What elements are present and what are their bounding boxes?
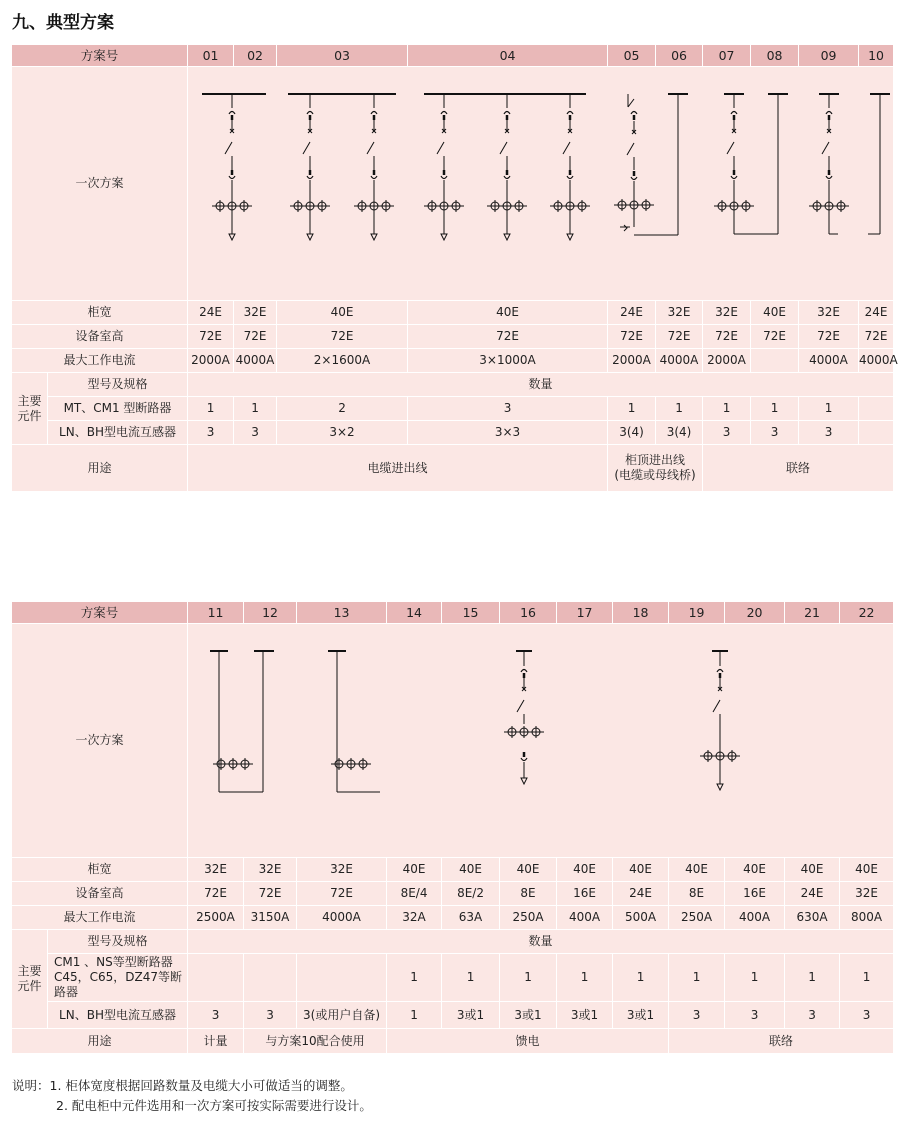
plug-contact-icon <box>504 176 510 179</box>
label-height: 设备室高 <box>12 325 188 349</box>
width-value: 32E <box>297 858 387 882</box>
cable-outlet-icon <box>504 234 510 240</box>
height-value: 72E <box>799 325 859 349</box>
breaker-qty: 1 <box>442 954 500 1002</box>
label-height: 设备室高 <box>12 882 188 906</box>
scheme-no: 07 <box>703 45 751 67</box>
height-value: 8E <box>500 882 557 906</box>
plug-contact-icon <box>567 176 573 179</box>
label-width: 柜宽 <box>12 301 188 325</box>
notes <box>12 1076 372 1116</box>
width-value: 32E <box>799 301 859 325</box>
plug-contact-icon <box>631 112 637 115</box>
width-value: 40E <box>557 858 613 882</box>
plug-contact-icon <box>731 176 737 179</box>
label-current: 最大工作电流 <box>12 349 188 373</box>
height-value: 72E <box>408 325 608 349</box>
primary-diagram-area <box>188 624 894 858</box>
current-value: 4000A <box>234 349 277 373</box>
plug-contact-icon <box>371 112 377 115</box>
scheme-no: 15 <box>442 602 500 624</box>
label-qty: 数量 <box>188 930 894 954</box>
ct-qty: 3 <box>785 1002 840 1029</box>
breaker-blade <box>727 142 734 154</box>
breaker-qty <box>859 397 894 421</box>
label-model: 型号及规格 <box>48 373 188 397</box>
wire <box>628 99 634 107</box>
current-value: 4000A <box>799 349 859 373</box>
earth-icon <box>620 225 630 231</box>
cable-outlet-icon <box>717 784 723 790</box>
cable-outlet-icon <box>521 778 527 784</box>
breaker-qty: 2 <box>277 397 408 421</box>
breaker-qty: 1 <box>188 397 234 421</box>
note-1 <box>12 1076 372 1096</box>
scheme-no: 17 <box>557 602 613 624</box>
current-value: 4000A <box>656 349 703 373</box>
width-value: 24E <box>608 301 656 325</box>
breaker-qty: 1 <box>669 954 725 1002</box>
note-1-text: 1. 柜体宽度根据回路数量及电缆大小可做适当的调整。 <box>49 1078 353 1093</box>
usage-value: 电缆进出线 <box>188 445 608 492</box>
breaker-qty <box>244 954 297 1002</box>
current-value: 4000A <box>859 349 894 373</box>
width-value: 40E <box>442 858 500 882</box>
cable-outlet-icon <box>371 234 377 240</box>
ct-qty: 3(或用户自备) <box>297 1002 387 1029</box>
ct-qty: 3(4) <box>656 421 703 445</box>
width-value: 24E <box>859 301 894 325</box>
scheme-no: 19 <box>669 602 725 624</box>
width-value: 32E <box>188 858 244 882</box>
scheme-no: 22 <box>840 602 894 624</box>
scheme-no: 21 <box>785 602 840 624</box>
usage-value: 联络 <box>669 1029 894 1054</box>
current-value: 32A <box>387 906 442 930</box>
label-usage: 用途 <box>12 1029 188 1054</box>
breaker-qty: 1 <box>500 954 557 1002</box>
height-value: 72E <box>656 325 703 349</box>
height-value: 16E <box>557 882 613 906</box>
current-value: 2000A <box>608 349 656 373</box>
ct-qty: 3 <box>840 1002 894 1029</box>
scheme-no: 11 <box>188 602 244 624</box>
current-value: 3×1000A <box>408 349 608 373</box>
scheme-no: 18 <box>613 602 669 624</box>
usage-value: 柜顶进出线 (电缆或母线桥) <box>608 445 703 492</box>
ct-qty: 3或1 <box>500 1002 557 1029</box>
ct-qty: 3或1 <box>442 1002 500 1029</box>
ct-name: LN、BH型电流互感器 <box>48 421 188 445</box>
current-value: 2×1600A <box>277 349 408 373</box>
height-value: 72E <box>277 325 408 349</box>
scheme-no: 20 <box>725 602 785 624</box>
breaker-qty: 1 <box>613 954 669 1002</box>
width-value: 40E <box>751 301 799 325</box>
breaker-qty: 1 <box>608 397 656 421</box>
breaker-blade <box>437 142 444 154</box>
scheme-no: 05 <box>608 45 656 67</box>
current-value: 500A <box>613 906 669 930</box>
plug-contact-icon <box>631 177 637 180</box>
ct-qty: 3 <box>799 421 859 445</box>
height-value: 32E <box>840 882 894 906</box>
current-value: 3150A <box>244 906 297 930</box>
height-value: 16E <box>725 882 785 906</box>
label-qty: 数量 <box>188 373 894 397</box>
plug-contact-icon <box>441 176 447 179</box>
scheme-no: 12 <box>244 602 297 624</box>
ct-qty: 3×3 <box>408 421 608 445</box>
cable-outlet-icon <box>441 234 447 240</box>
height-value: 8E/4 <box>387 882 442 906</box>
breaker-blade <box>517 700 524 712</box>
scheme-no: 10 <box>859 45 894 67</box>
breaker-blade <box>713 700 720 712</box>
scheme-no: 06 <box>656 45 703 67</box>
breaker-name: CM1 、NS等型断路器 C45，C65，DZ47等断路器 <box>48 954 188 1002</box>
breaker-blade <box>367 142 374 154</box>
breaker-qty: 1 <box>557 954 613 1002</box>
plug-contact-icon <box>307 112 313 115</box>
height-value: 8E/2 <box>442 882 500 906</box>
label-usage: 用途 <box>12 445 188 492</box>
ct-qty: 3或1 <box>613 1002 669 1029</box>
cable-outlet-icon <box>307 234 313 240</box>
height-value: 72E <box>703 325 751 349</box>
breaker-qty: 3 <box>408 397 608 421</box>
scheme-no: 02 <box>234 45 277 67</box>
scheme-table-2 <box>11 601 894 1054</box>
height-value: 72E <box>297 882 387 906</box>
scheme-no: 03 <box>277 45 408 67</box>
plug-contact-icon <box>229 176 235 179</box>
plug-contact-icon <box>371 176 377 179</box>
height-value: 8E <box>669 882 725 906</box>
plug-contact-icon <box>441 112 447 115</box>
single-line-diagram-2 <box>188 624 894 857</box>
ct-qty: 3 <box>751 421 799 445</box>
current-value: 400A <box>725 906 785 930</box>
breaker-blade <box>563 142 570 154</box>
height-value: 72E <box>859 325 894 349</box>
plug-contact-icon <box>826 112 832 115</box>
breaker-blade <box>627 143 634 155</box>
current-value: 2000A <box>703 349 751 373</box>
height-value: 72E <box>188 882 244 906</box>
current-value: 63A <box>442 906 500 930</box>
ct-qty <box>859 421 894 445</box>
usage-value: 计量 <box>188 1029 244 1054</box>
breaker-blade <box>822 142 829 154</box>
current-value: 250A <box>669 906 725 930</box>
note-2: 2. 配电柜中元件选用和一次方案可按实际需要进行设计。 <box>56 1098 372 1113</box>
current-value: 4000A <box>297 906 387 930</box>
breaker-qty: 1 <box>785 954 840 1002</box>
plug-contact-icon <box>229 112 235 115</box>
height-value: 24E <box>613 882 669 906</box>
width-value: 40E <box>669 858 725 882</box>
breaker-blade <box>303 142 310 154</box>
ct-qty: 3 <box>725 1002 785 1029</box>
height-value: 72E <box>188 325 234 349</box>
current-value: 400A <box>557 906 613 930</box>
breaker-blade <box>225 142 232 154</box>
height-value: 72E <box>244 882 297 906</box>
usage-value: 与方案10配合使用 <box>244 1029 387 1054</box>
label-main-parts-text: 主要 元件 <box>17 964 42 993</box>
ct-qty: 3 <box>234 421 277 445</box>
height-value: 72E <box>608 325 656 349</box>
label-main-parts <box>12 373 48 445</box>
current-value: 2500A <box>188 906 244 930</box>
usage-value: 馈电 <box>387 1029 669 1054</box>
breaker-qty: 1 <box>799 397 859 421</box>
width-value: 40E <box>500 858 557 882</box>
current-value <box>751 349 799 373</box>
current-value: 2000A <box>188 349 234 373</box>
current-value: 630A <box>785 906 840 930</box>
breaker-blade <box>500 142 507 154</box>
ct-name: LN、BH型电流互感器 <box>48 1002 188 1029</box>
width-value: 40E <box>277 301 408 325</box>
plug-contact-icon <box>826 176 832 179</box>
current-value: 800A <box>840 906 894 930</box>
scheme-no: 14 <box>387 602 442 624</box>
scheme-table-1 <box>11 44 898 492</box>
breaker-qty: 1 <box>387 954 442 1002</box>
label-scheme-no: 方案号 <box>12 602 188 624</box>
section-title: 九、典型方案 <box>12 13 114 33</box>
width-value: 40E <box>840 858 894 882</box>
breaker-qty <box>188 954 244 1002</box>
cable-outlet-icon <box>229 234 235 240</box>
ct-qty: 3 <box>703 421 751 445</box>
breaker-qty: 1 <box>234 397 277 421</box>
width-value: 40E <box>408 301 608 325</box>
scheme-no: 08 <box>751 45 799 67</box>
width-value: 32E <box>703 301 751 325</box>
ct-qty: 3(4) <box>608 421 656 445</box>
plug-contact-icon <box>731 112 737 115</box>
breaker-qty <box>297 954 387 1002</box>
width-value: 24E <box>188 301 234 325</box>
current-value: 250A <box>500 906 557 930</box>
label-main-parts <box>12 930 48 1029</box>
ct-qty: 1 <box>387 1002 442 1029</box>
label-width: 柜宽 <box>12 858 188 882</box>
plug-contact-icon <box>717 670 723 673</box>
plug-contact-icon <box>521 758 527 761</box>
notes-label: 说明： <box>12 1078 50 1093</box>
ct-qty: 3或1 <box>557 1002 613 1029</box>
width-value: 40E <box>785 858 840 882</box>
height-value: 72E <box>751 325 799 349</box>
plug-contact-icon <box>307 176 313 179</box>
ct-qty: 3×2 <box>277 421 408 445</box>
label-main-parts-text: 主要 元件 <box>17 393 42 423</box>
breaker-qty: 1 <box>751 397 799 421</box>
scheme-no: 16 <box>500 602 557 624</box>
breaker-name: MT、CM1 型断路器 <box>48 397 188 421</box>
ct-qty: 3 <box>244 1002 297 1029</box>
scheme-no: 09 <box>799 45 859 67</box>
label-primary: 一次方案 <box>12 624 188 858</box>
width-value: 32E <box>656 301 703 325</box>
primary-diagram-area <box>188 67 894 301</box>
ct-qty: 3 <box>188 421 234 445</box>
usage-value: 联络 <box>703 445 894 492</box>
width-value: 32E <box>234 301 277 325</box>
plug-contact-icon <box>521 670 527 673</box>
scheme-no: 13 <box>297 602 387 624</box>
width-value: 40E <box>725 858 785 882</box>
cable-outlet-icon <box>567 234 573 240</box>
ct-qty: 3 <box>188 1002 244 1029</box>
width-value: 40E <box>387 858 442 882</box>
breaker-qty: 1 <box>656 397 703 421</box>
plug-contact-icon <box>567 112 573 115</box>
label-current: 最大工作电流 <box>12 906 188 930</box>
label-model: 型号及规格 <box>48 930 188 954</box>
height-value: 24E <box>785 882 840 906</box>
single-line-diagram-1 <box>188 67 894 300</box>
label-primary: 一次方案 <box>12 67 188 301</box>
width-value: 32E <box>244 858 297 882</box>
scheme-no: 01 <box>188 45 234 67</box>
plug-contact-icon <box>504 112 510 115</box>
height-value: 72E <box>234 325 277 349</box>
label-scheme-no: 方案号 <box>12 45 188 67</box>
breaker-qty: 1 <box>725 954 785 1002</box>
breaker-qty: 1 <box>703 397 751 421</box>
scheme-no: 04 <box>408 45 608 67</box>
width-value: 40E <box>613 858 669 882</box>
ct-qty: 3 <box>669 1002 725 1029</box>
breaker-qty: 1 <box>840 954 894 1002</box>
